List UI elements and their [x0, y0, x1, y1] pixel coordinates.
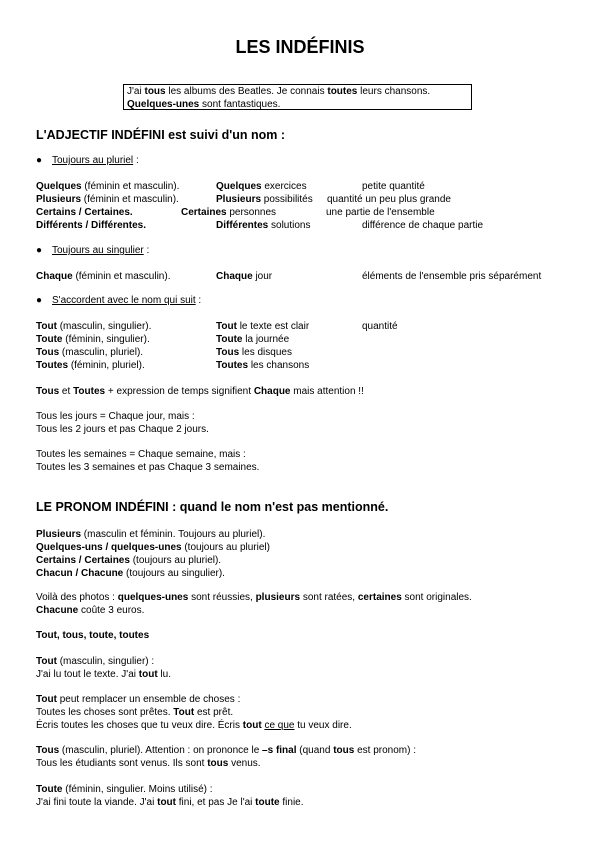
text-segment: Quelques-unes [127, 99, 200, 110]
text-segment: (masculin, singulier) : [56, 656, 155, 667]
text-segment: (masculin, pluriel). [59, 347, 144, 358]
adjectif-heading: L'ADJECTIF INDÉFINI est suivi d'un nom : [36, 128, 286, 142]
text-segment: Tout [36, 321, 57, 332]
text-segment: Écris toutes les choses que tu veux dire. Écris [36, 720, 243, 731]
photos-line-2 [36, 605, 144, 617]
text-segment: mais attention !! [290, 386, 364, 397]
text-segment: (toujours au pluriel) [181, 542, 270, 553]
tout-row-1-c1 [36, 321, 151, 333]
text-segment: certaines [357, 592, 402, 603]
text-segment: toute [255, 797, 280, 808]
text-segment: Quelques [36, 181, 82, 192]
text-segment: (quand [296, 745, 334, 756]
text-segment: venus. [228, 758, 261, 769]
singulier-row-c1 [36, 271, 170, 283]
pluriel-row-4-c1 [36, 220, 146, 232]
text-segment: Tous [36, 386, 60, 397]
pluriel-row-2-c2 [216, 194, 313, 206]
bullet-icon: ● [36, 155, 43, 166]
bullet-label: S'accordent avec le nom qui suit [52, 295, 196, 306]
text-segment: le texte est clair [236, 321, 310, 332]
text-segment: est pronom) : [354, 745, 417, 756]
pluriel-row-1-c2 [216, 181, 307, 193]
text-segment: (féminin et masculin). [81, 181, 180, 192]
text-segment: Toute [36, 784, 63, 795]
pluriel-row-3-c2 [181, 207, 276, 219]
text-segment: Tous [216, 347, 240, 358]
text-segment: est prêt. [194, 707, 234, 718]
text-segment: coûte 3 euros. [78, 605, 145, 616]
text-segment: fini, et pas Je l'ai [176, 797, 256, 808]
example-line-2 [127, 98, 471, 111]
text-segment: Chaque [36, 271, 73, 282]
text-segment: Toutes [36, 360, 69, 371]
text-segment: Toutes [73, 386, 106, 397]
text-segment: Tous les étudiants sont venus. Ils sont [36, 758, 208, 769]
tout-row-2-c1 [36, 334, 150, 346]
page-title: LES INDÉFINIS [235, 37, 365, 57]
text-segment: sont fantastiques. [199, 99, 281, 110]
tout-row-2-c2 [216, 334, 289, 346]
text-segment: les chansons [248, 360, 310, 371]
text-segment: les disques [239, 347, 292, 358]
pluriel-row-1-c3: petite quantité [362, 181, 425, 192]
text-segment: –s final [262, 745, 297, 756]
text-segment: (toujours au pluriel). [129, 555, 222, 566]
text-segment: Toutes [216, 360, 249, 371]
text-segment: sont réussies, [188, 592, 256, 603]
text-segment: Tous [36, 347, 60, 358]
text-segment: sont ratées, [300, 592, 358, 603]
text-segment: (toujours au singulier). [123, 568, 225, 579]
text-segment: (masculin, singulier). [56, 321, 152, 332]
text-segment: Certaines [181, 207, 227, 218]
text-segment: (masculin, pluriel). Attention : on prononce le [59, 745, 263, 756]
text-segment: tous [144, 86, 166, 97]
text-segment: Toute [36, 334, 63, 345]
pluriel-row-2-c1 [36, 194, 179, 206]
toute-definition [36, 784, 213, 796]
text-segment: ce que [264, 720, 295, 731]
text-segment: possibilités [261, 194, 313, 205]
tout-example [36, 669, 171, 681]
pluriel-row-3-c3: une partie de l'ensemble [326, 207, 435, 218]
tout-row-1-c3: quantité [362, 321, 398, 332]
text-segment: Tous [36, 745, 60, 756]
tout-row-3-c2 [216, 347, 292, 359]
text-segment: tu veux dire. [294, 720, 352, 731]
text-segment: tous [207, 758, 229, 769]
text-segment: solutions [268, 220, 311, 231]
tout-row-1-c2 [216, 321, 309, 333]
text-segment: tout [138, 669, 158, 680]
text-segment: toutes [327, 86, 358, 97]
text-segment: Toutes les choses sont prêtes. [36, 707, 174, 718]
text-segment: (féminin, pluriel). [68, 360, 145, 371]
ensemble-line-1 [36, 694, 240, 706]
text-segment: Quelques [216, 181, 262, 192]
text-segment: plusieurs [255, 592, 301, 603]
text-segment: sont originales. [401, 592, 472, 603]
text-segment: Différents / Différentes. [36, 220, 147, 231]
text-segment: lu. [157, 669, 171, 680]
photos-line-1 [36, 592, 472, 604]
pluriel-row-3-c1 [36, 207, 133, 219]
pluriel-row-2-c3: quantité un peu plus grande [327, 194, 451, 205]
text-segment: Voilà des photos : [36, 592, 118, 603]
example-line-1 [127, 85, 471, 98]
text-segment: exercices [261, 181, 307, 192]
text-segment: Tout [36, 656, 57, 667]
example-semaines-2: Toutes les 3 semaines et pas Chaque 3 semaines. [36, 462, 260, 473]
example-semaines-1: Toutes les semaines = Chaque semaine, mais : [36, 449, 246, 460]
ensemble-line-2 [36, 707, 233, 719]
singulier-row-c2 [216, 271, 272, 283]
text-segment: Plusieurs [36, 529, 82, 540]
text-segment: Quelques-uns / quelques-unes [36, 542, 182, 553]
text-segment: J'ai [127, 86, 145, 97]
text-segment: (féminin et masculin). [72, 271, 171, 282]
text-segment: + expression de temps signifient [105, 386, 254, 397]
text-segment: Plusieurs [36, 194, 82, 205]
tous-definition [36, 745, 416, 757]
text-segment: J'ai fini toute la viande. J'ai [36, 797, 158, 808]
text-segment: Chacune [36, 605, 79, 616]
text-segment: les albums des Beatles. Je connais [165, 86, 328, 97]
text-segment: Tout [173, 707, 195, 718]
tout-row-4-c1 [36, 360, 145, 372]
text-segment: tous [333, 745, 355, 756]
text-segment: (masculin et féminin. Toujours au pluriel). [81, 529, 266, 540]
tout-subheading: Tout, tous, toute, toutes [36, 630, 150, 641]
singulier-row-c3: éléments de l'ensemble pris séparément [362, 271, 542, 282]
tout-row-4-c2 [216, 360, 309, 372]
pronom-list-item-2 [36, 542, 270, 554]
text-segment: Certains / Certaines. [36, 207, 133, 218]
pronom-list-item-1 [36, 529, 265, 541]
text-segment: (féminin, singulier. Moins utilisé) : [62, 784, 213, 795]
text-segment: Différentes [216, 220, 269, 231]
text-segment: Plusieurs [216, 194, 262, 205]
pronom-list-item-4 [36, 568, 225, 580]
text-segment: jour [252, 271, 273, 282]
bullet-label: Toujours au singulier [52, 245, 144, 256]
text-segment: quelques-unes [117, 592, 189, 603]
text-segment: (féminin, singulier). [62, 334, 150, 345]
pluriel-row-4-c2 [216, 220, 311, 232]
tout-row-3-c1 [36, 347, 143, 359]
text-segment: Chacun / Chacune [36, 568, 124, 579]
text-segment: la journée [242, 334, 290, 345]
bullet-label: Toujours au pluriel [52, 155, 134, 166]
text-segment: personnes [226, 207, 277, 218]
text-segment: J'ai lu tout le texte. J'ai [36, 669, 139, 680]
text-segment: leurs chansons. [357, 86, 431, 97]
pluriel-row-4-c3: différence de chaque partie [362, 220, 484, 231]
bullet-singulier: ● Toujours au singulier : [36, 245, 150, 256]
text-segment: Chaque [216, 271, 253, 282]
ensemble-line-3 [36, 720, 352, 732]
text-segment: Tout [36, 694, 57, 705]
bullet-icon: ● [36, 245, 43, 256]
example-jours-1: Tous les jours = Chaque jour, mais : [36, 411, 195, 422]
tous-example [36, 758, 261, 770]
text-segment: peut remplacer un ensemble de choses : [56, 694, 241, 705]
bullet-icon: ● [36, 295, 43, 306]
text-segment: Toute [216, 334, 243, 345]
text-segment: Certains / Certaines [36, 555, 130, 566]
example-jours-2: Tous les 2 jours et pas Chaque 2 jours. [36, 424, 209, 435]
text-segment: tout [157, 797, 176, 808]
text-segment: (féminin et masculin). [81, 194, 179, 205]
example-box [123, 84, 472, 110]
text-segment: Chaque [253, 386, 291, 397]
attention-note [36, 386, 364, 398]
text-segment: tout [242, 720, 262, 731]
text-segment: Tout [216, 321, 237, 332]
pluriel-row-1-c1 [36, 181, 179, 193]
bullet-pluriel: ● Toujours au pluriel : [36, 155, 139, 166]
pronom-list-item-3 [36, 555, 221, 567]
text-segment: finie. [279, 797, 304, 808]
bullet-accord: ● S'accordent avec le nom qui suit : [36, 295, 202, 306]
text-segment: et [59, 386, 74, 397]
pronom-heading: LE PRONOM INDÉFINI : quand le nom n'est pas mentionné. [36, 500, 389, 514]
tout-definition [36, 656, 154, 668]
toute-example [36, 797, 304, 809]
